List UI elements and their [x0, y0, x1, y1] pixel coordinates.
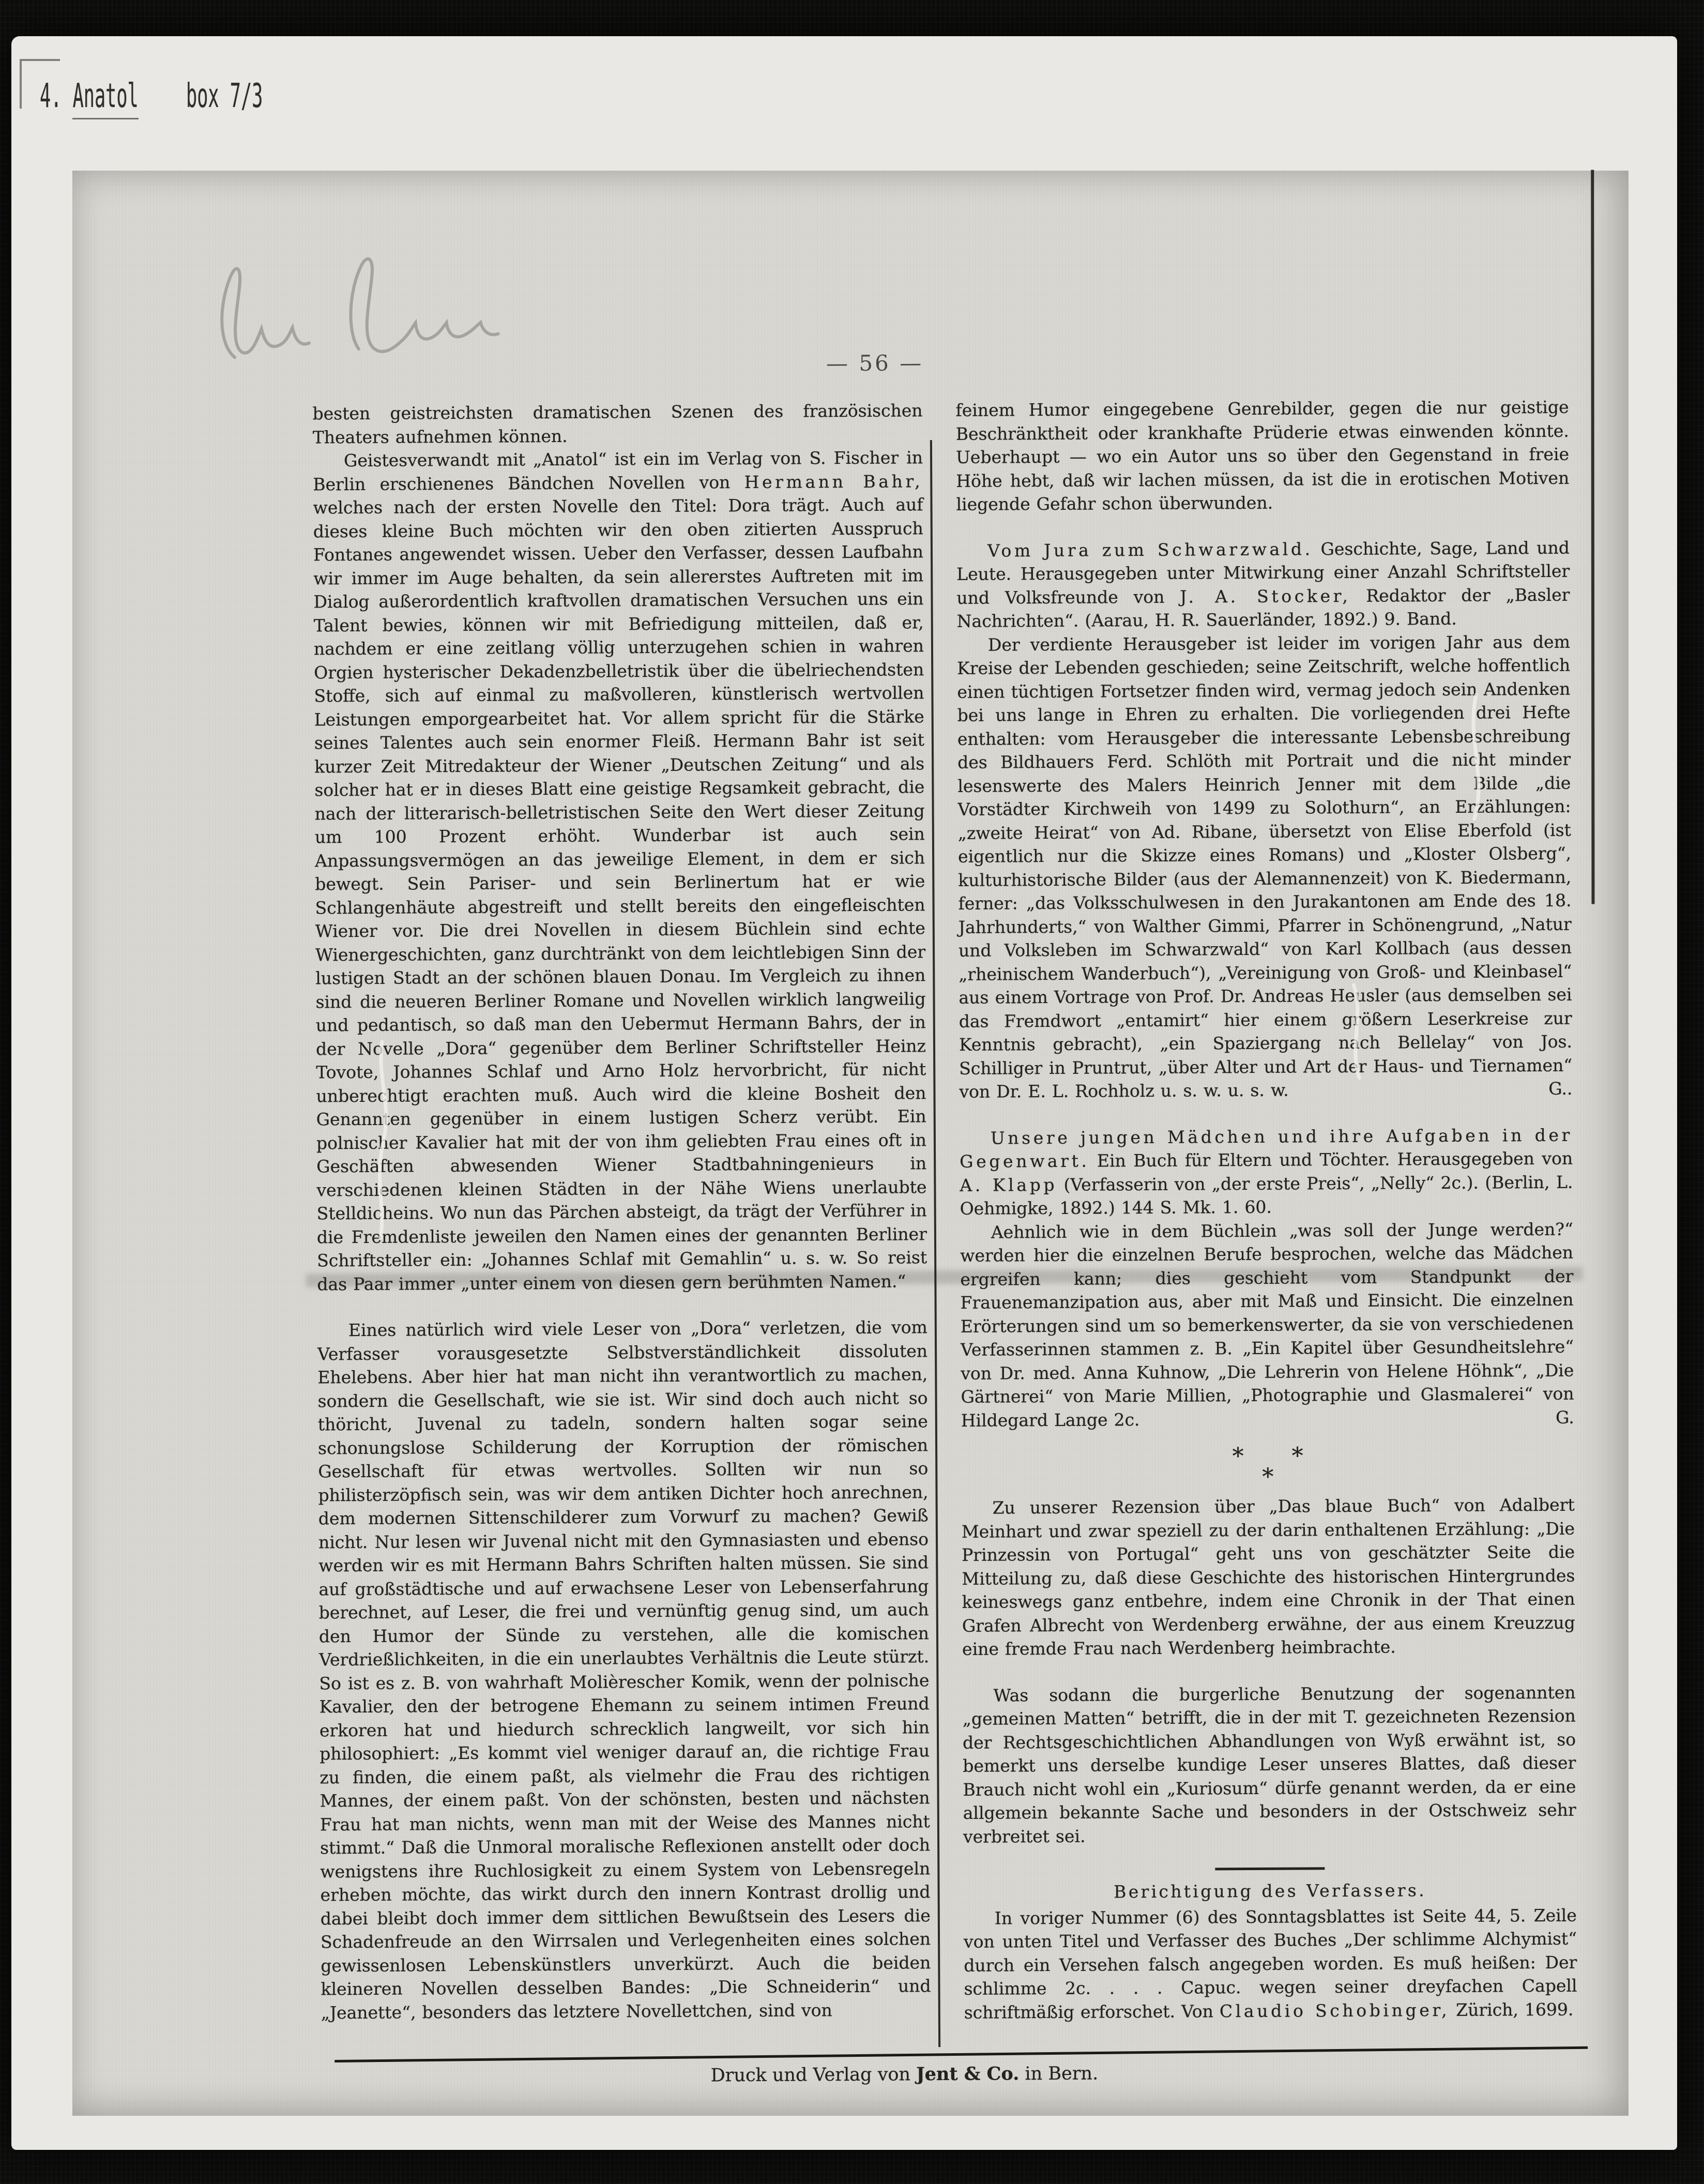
paragraph-continuation — [955, 396, 1569, 517]
text-run: Redaktor der „Basler Nachrichten“. (Aarau, H. R. Sauerländer, 1892.) 9. Band. — [956, 584, 1570, 631]
paragraph-continuation — [312, 399, 922, 449]
paragraph-berichtigung — [964, 1903, 1577, 2024]
reviewer-initials: G. — [1556, 1407, 1574, 1428]
catalog-label: 4. Anatol — [40, 77, 139, 115]
text-run: Hermann Bahr, — [744, 471, 923, 492]
text-run: besten geistreichsten dramatischen Szenen des französischen Theaters aufnehmen können. — [312, 400, 923, 447]
text-run: (Verfasserin von „der erste Preis“, „Nelly“ 2c.). (Berlin, L. Oehmigke, 1892.) 144 S. Mk. 1. 60. — [960, 1172, 1573, 1219]
text-run: J. A. Stocker, — [1180, 585, 1351, 607]
text-run: Jent & Co. — [916, 2063, 1020, 2085]
paragraph-anatol-review — [313, 446, 927, 1296]
right-column — [955, 396, 1577, 2024]
text-run: Zu unserer Rezension über „Das blaue Buch“ von Adalbert Meinhart und zwar speziell zu der darin enthaltenen Erzählung: „Die Prinzessin von Portugal“ geht uns von geschätzter Seite die Mitteilung zu, daß diese Geschichte des historischen Hintergrundes keineswegs ganz entbehre, indem eine Chronik in der That einen Grafen Albrecht von Werdenberg erwähne, der aus einem Kreuzzug eine fremde Frau nach Werdenberg heimbrachte. — [961, 1494, 1575, 1659]
paragraph-blaues-buch — [962, 1493, 1576, 1661]
text-run: Aehnlich wie in dem Büchlein „was soll der Junge werden?“ werden hier die einzelnen Berufe besprochen, welche das Mädchen ergreifen kann; dies geschieht vom Standpunkt der Frauenemanzipation aus, aber mit Maß und Einsicht. Die einzelnen Erörterungen sind um so bemerkenswerter, da sie von verschiedenen Verfasserinnen stammen z. B. „Ein Kapitel über Gesundheitslehre“ von Dr. med. Anna Kuhnow, „Die Lehrerin von Helene Höhnk“, „Die Gärtnerei“ von Marie Millien, „Photographie und Glasmalerei“ von Hildegard Lange 2c. — [960, 1219, 1574, 1431]
text-run: In voriger Nummer (6) des Sonntagsblattes ist Seite 44, 5. Zeile von unten Titel und Verfasser des Buches „Der schlimme Alchymist“ durch ein Versehen falsch angegeben worden. Es muß heißen: Der schlimme 2c. . . . Capuc. wegen seiner dreyfachen Capell schriftmäßig erforschet. Von — [963, 1905, 1577, 2023]
paragraph-maedchen-besprechung — [960, 1217, 1574, 1432]
text-run: Eines natürlich wird viele Leser von „Dora“ verletzen, die vom Verfasser vorausgesetzte Selbstverständlichkeit dissoluten Ehelebens. Aber hier hat man nicht ihn verantwortlich zu machen, sondern die Gesellschaft, wie sie ist. Wir sind doch auch nicht so thöricht, Juvenal zu tadeln, sondern halten sogar seine schonungslose Schilderung der Korruption der römischen Gesellschaft für etwas wertvolles. Sollten wir nun so philisterzöpfisch sein, was wir dem antiken Dichter hoch anrechnen, dem modernen Sittenschilderer zum Vorwurf zu machen? Gewiß nicht. Nur lesen wir Juvenal nicht mit den Gymnasiasten und ebenso werden wir es mit Hermann Bahrs Schriften halten müssen. Sie sind auf großstädtische und auf erwachsene Leser von Lebenserfahrung berechnet, auf Leser, die frei und vernünftig genug sind, um auch den Humor der Sünde zu verstehen, alle die komischen Verdrießlichkeiten, in die ein unerlaubtes Verhältnis die Leute stürzt. So ist es z. B. von wahrhaft Molièrescher Komik, wenn der polnische Kavalier, den der betrogene Ehemann zu seinem intimen Freund erkoren hat und hiedurch schrecklich langweilt, vor sich hin philosophiert: „Es kommt viel weniger darauf an, die richtige Frau zu finden, die einem paßt, als vielmehr die Frau des richtigen Mannes, der einem paßt. Von der schönsten, besten und nächsten Frau hat man nichts, wenn man mit der Weise des Mannes nicht stimmt.“ Daß die Unmoral moralische Reflexionen anstellt oder doch wenigstens ihre Ruchlosigkeit zu einem System von Lebensregeln erheben möchte, das wirkt durch den innern Kontrast drollig und dabei bleibt doch immer dem sittlichen Bewußtsein des Lesers die Schadenfreude an den Wirrsalen und Verlegenheiten eines solchen gewissenlosen Lebenskünstlers unverkürzt. Auch die beiden kleineren Novellen desselben Bandes: „Die Schneiderin“ und „Jeanette“, besonders das letztere Novellettchen, sind von — [317, 1317, 931, 2023]
newspaper-page — [67, 166, 1634, 2120]
asterisk-separator: * * * — [1232, 1443, 1303, 1490]
handwritten-annotation — [203, 245, 597, 381]
text-run: feinem Humor eingegebene Genrebilder, gegen die nur geistige Beschränktheit oder krankhafte Prüderie etwas einwenden könnte. Ueberhaupt — wo ein Autor uns so über den Gegenstand in freie Höhe hebt, daß wir lachen müssen, da ist die in erotischen Motiven liegende Gefahr schon überwunden. — [955, 397, 1570, 514]
column-divider-rule — [930, 440, 940, 2047]
text-run: Vom Jura zum Schwarzwald. — [987, 538, 1313, 561]
paragraph-dora-critique — [317, 1315, 931, 2024]
catalog-label-underline — [72, 118, 139, 119]
text-run: Ein Buch für Eltern und Töchter. Herausgegeben von — [1089, 1148, 1573, 1171]
box-label: box 7/3 — [186, 77, 263, 115]
paragraph-gemeine-matten — [962, 1680, 1576, 1848]
correction-heading: Berichtigung des Verfassers. — [1114, 1880, 1427, 1902]
paragraph-jura-schwarzwald — [956, 536, 1570, 633]
paragraph-junge-maedchen — [960, 1123, 1573, 1220]
footer-rule — [334, 2046, 1588, 2062]
reviewer-initials: G.. — [1548, 1078, 1573, 1099]
page-number: — 56 — — [826, 350, 924, 376]
text-run: Zürich, 1699. — [1450, 1999, 1574, 2020]
text-run: Claudio Schobinger, — [1219, 1999, 1450, 2021]
text-run: Was sodann die burgerliche Benutzung der sogenannten „gemeinen Matten“ betrifft, die in der mit T. gezeichneten Rezension der Rechtsgeschichtlichen Abhandlungen von Wyß erwähnt ist, so bemerkt uns derselbe kundige Leser unseres Blattes, daß dieser Brauch nicht wohl ein „Kuriosum“ dürfe genannt werden, da er eine allgemein bekannte Sache und besonders in der Ostschweiz sehr verbreitet sei. — [962, 1682, 1576, 1847]
archive-sheet — [11, 36, 1677, 2150]
text-run: Geschichte, Sage, Land und Leute. Herausgegeben unter Mitwirkung einer Anzahl Schriftsteller und Volksfreunde von — [956, 537, 1570, 608]
newspaper-scan — [72, 171, 1629, 2116]
text-run: Druck und Verlag von — [710, 2064, 917, 2086]
imprint-line — [175, 2060, 1633, 2089]
paragraph-jura-besprechung — [957, 630, 1573, 1103]
left-column — [312, 399, 931, 2024]
text-run: Der verdiente Herausgeber ist leider im vorigen Jahr aus dem Kreise der Lebenden geschieden; seine Zeitschrift, welche hoffentlich einen tüchtigen Fortsetzer finden wird, vermag jedoch sein Andenken bei uns lange in Ehren zu erhalten. Die vorliegenden drei Hefte enthalten: vom Herausgeber die interessante Lebensbeschreibung des Bildhauers Ferd. Schlöth mit Portrait und die nicht minder lesenswerte des Malers Heinrich Jenner mit dem Bilde „die Vorstädter Kirchweih von 1499 zu Solothurn“, an Erzählungen: „zweite Heirat“ von Ad. Ribane, übersetzt von Elise Eberfold (ist eigentlich nur die Skizze eines Romans) und „Kloster Olsberg“, kulturhistorische Bilder (aus der Alemannenzeit) von K. Biedermann, ferner: „das Volksschulwesen in den Jurakantonen am Ende des 18. Jahrhunderts,“ von Walther Gimmi, Pfarrer in Schönengrund, „Natur und Volksleben im Schwarzwald“ von Karl Kollbach (aus dessen „rheinischem Wanderbuch“), „Vereinigung von Groß- und Kleinbasel“ aus einem Vortrage von Prof. Dr. Andreas Heusler (aus demselben sei das Fremdwort „entamirt“ hier einem größern Leserkreise zur Kenntnis gebracht), „ein Spaziergang nach Bellelay“ von Jos. Schilliger in Pruntrut, „über Alter und Art der Haus- und Tiernamen“ von Dr. E. L. Rochholz u. s. w. u. s. w. — [957, 631, 1573, 1102]
text-run: welches nach der ersten Novelle den Titel: Dora trägt. Auch auf dieses kleine Buch möchten wir den oben zitierten Ausspruch Fontanes angewendet wissen. Ueber den Verfasser, dessen Laufbahn wir immer im Auge behalten, da sein allererstes Auftreten mit im Dialog außerordentlich kraftvollen dramatischen Versuchen uns ein Talent bewies, können wir mit Befriedigung mitteilen, daß er, nachdem er eine zeitlang völlig unterzugehen schien in wahren Orgien hysterischer Dekadenzbelletristik über die übelriechendsten Stoffe, sich auf einmal zu maßvolleren, künstlerisch wertvollen Leistungen emporgearbeitet hat. Vor allem spricht für die Stärke seines Talentes auch sein enormer Fleiß. Hermann Bahr ist seit kurzer Zeit Mitredakteur der Wiener „Deutschen Zeitung“ und als solcher hat er in dieses Blatt eine geistige Regsamkeit gebracht, die nach der litterarisch-belletristischen Seite den Wert dieser Zeitung um 100 Prozent erhöht. Wunderbar ist auch sein Anpassungsvermögen an das jeweilige Element, in dem er sich bewegt. Sein Pariser- und sein Berlinertum hat er wie Schlangenhäute abgestreift und stellt bereits den eingefleischten Wiener vor. Die drei Novellen in diesem Büchlein sind echte Wienergeschichten, ganz durchtränkt von dem leichtlebigen Sinn der lustigen Stadt an der schönen blauen Donau. Im Vergleich zu ihnen sind die neueren Berliner Romane und Novellen wirklich langweilig und pedantisch, so daß man den Uebermut Hermann Bahrs, der in der Novelle „Dora“ gegenüber dem Berliner Schriftsteller Heinz Tovote, Johannes Schlaf und Arno Holz hervorbricht, für nicht unberechtigt erachten muß. Auch wird die kleine Bosheit den Genannten gegenüber in einem lustigen Scherz verübt. Ein polnischer Kavalier hat mit der von ihm geliebten Frau eines oft in Geschäften abwesenden Wiener Stadtbahningenieurs in verschiedenen kleinen Städten in der Nähe Wiens unerlaubte Stelldicheins. Wo nun das Pärchen absteigt, da trägt der Verführer in die Fremdenliste jeweilen den Namen eines der genannten Berliner Schriftsteller ein: „Johannes Schlaf mit Gemahlin“ u. s. w. So reist das Paar immer „unter einem von diesen gern berühmten Namen.“ — [313, 494, 927, 1294]
text-run: in Bern. — [1019, 2063, 1099, 2085]
separator-rule — [1215, 1867, 1325, 1870]
text-run: A. Klapp — [960, 1174, 1058, 1195]
page-edge-line — [1591, 170, 1594, 904]
text-run: Unsere jungen Mädchen und ihre Aufgaben in der Gegenwart. — [960, 1125, 1573, 1172]
text-run: Geistesverwandt mit „Anatol“ ist ein im Verlag von S. Fischer in Berlin erschienenes Bändchen Novellen von — [313, 447, 923, 494]
